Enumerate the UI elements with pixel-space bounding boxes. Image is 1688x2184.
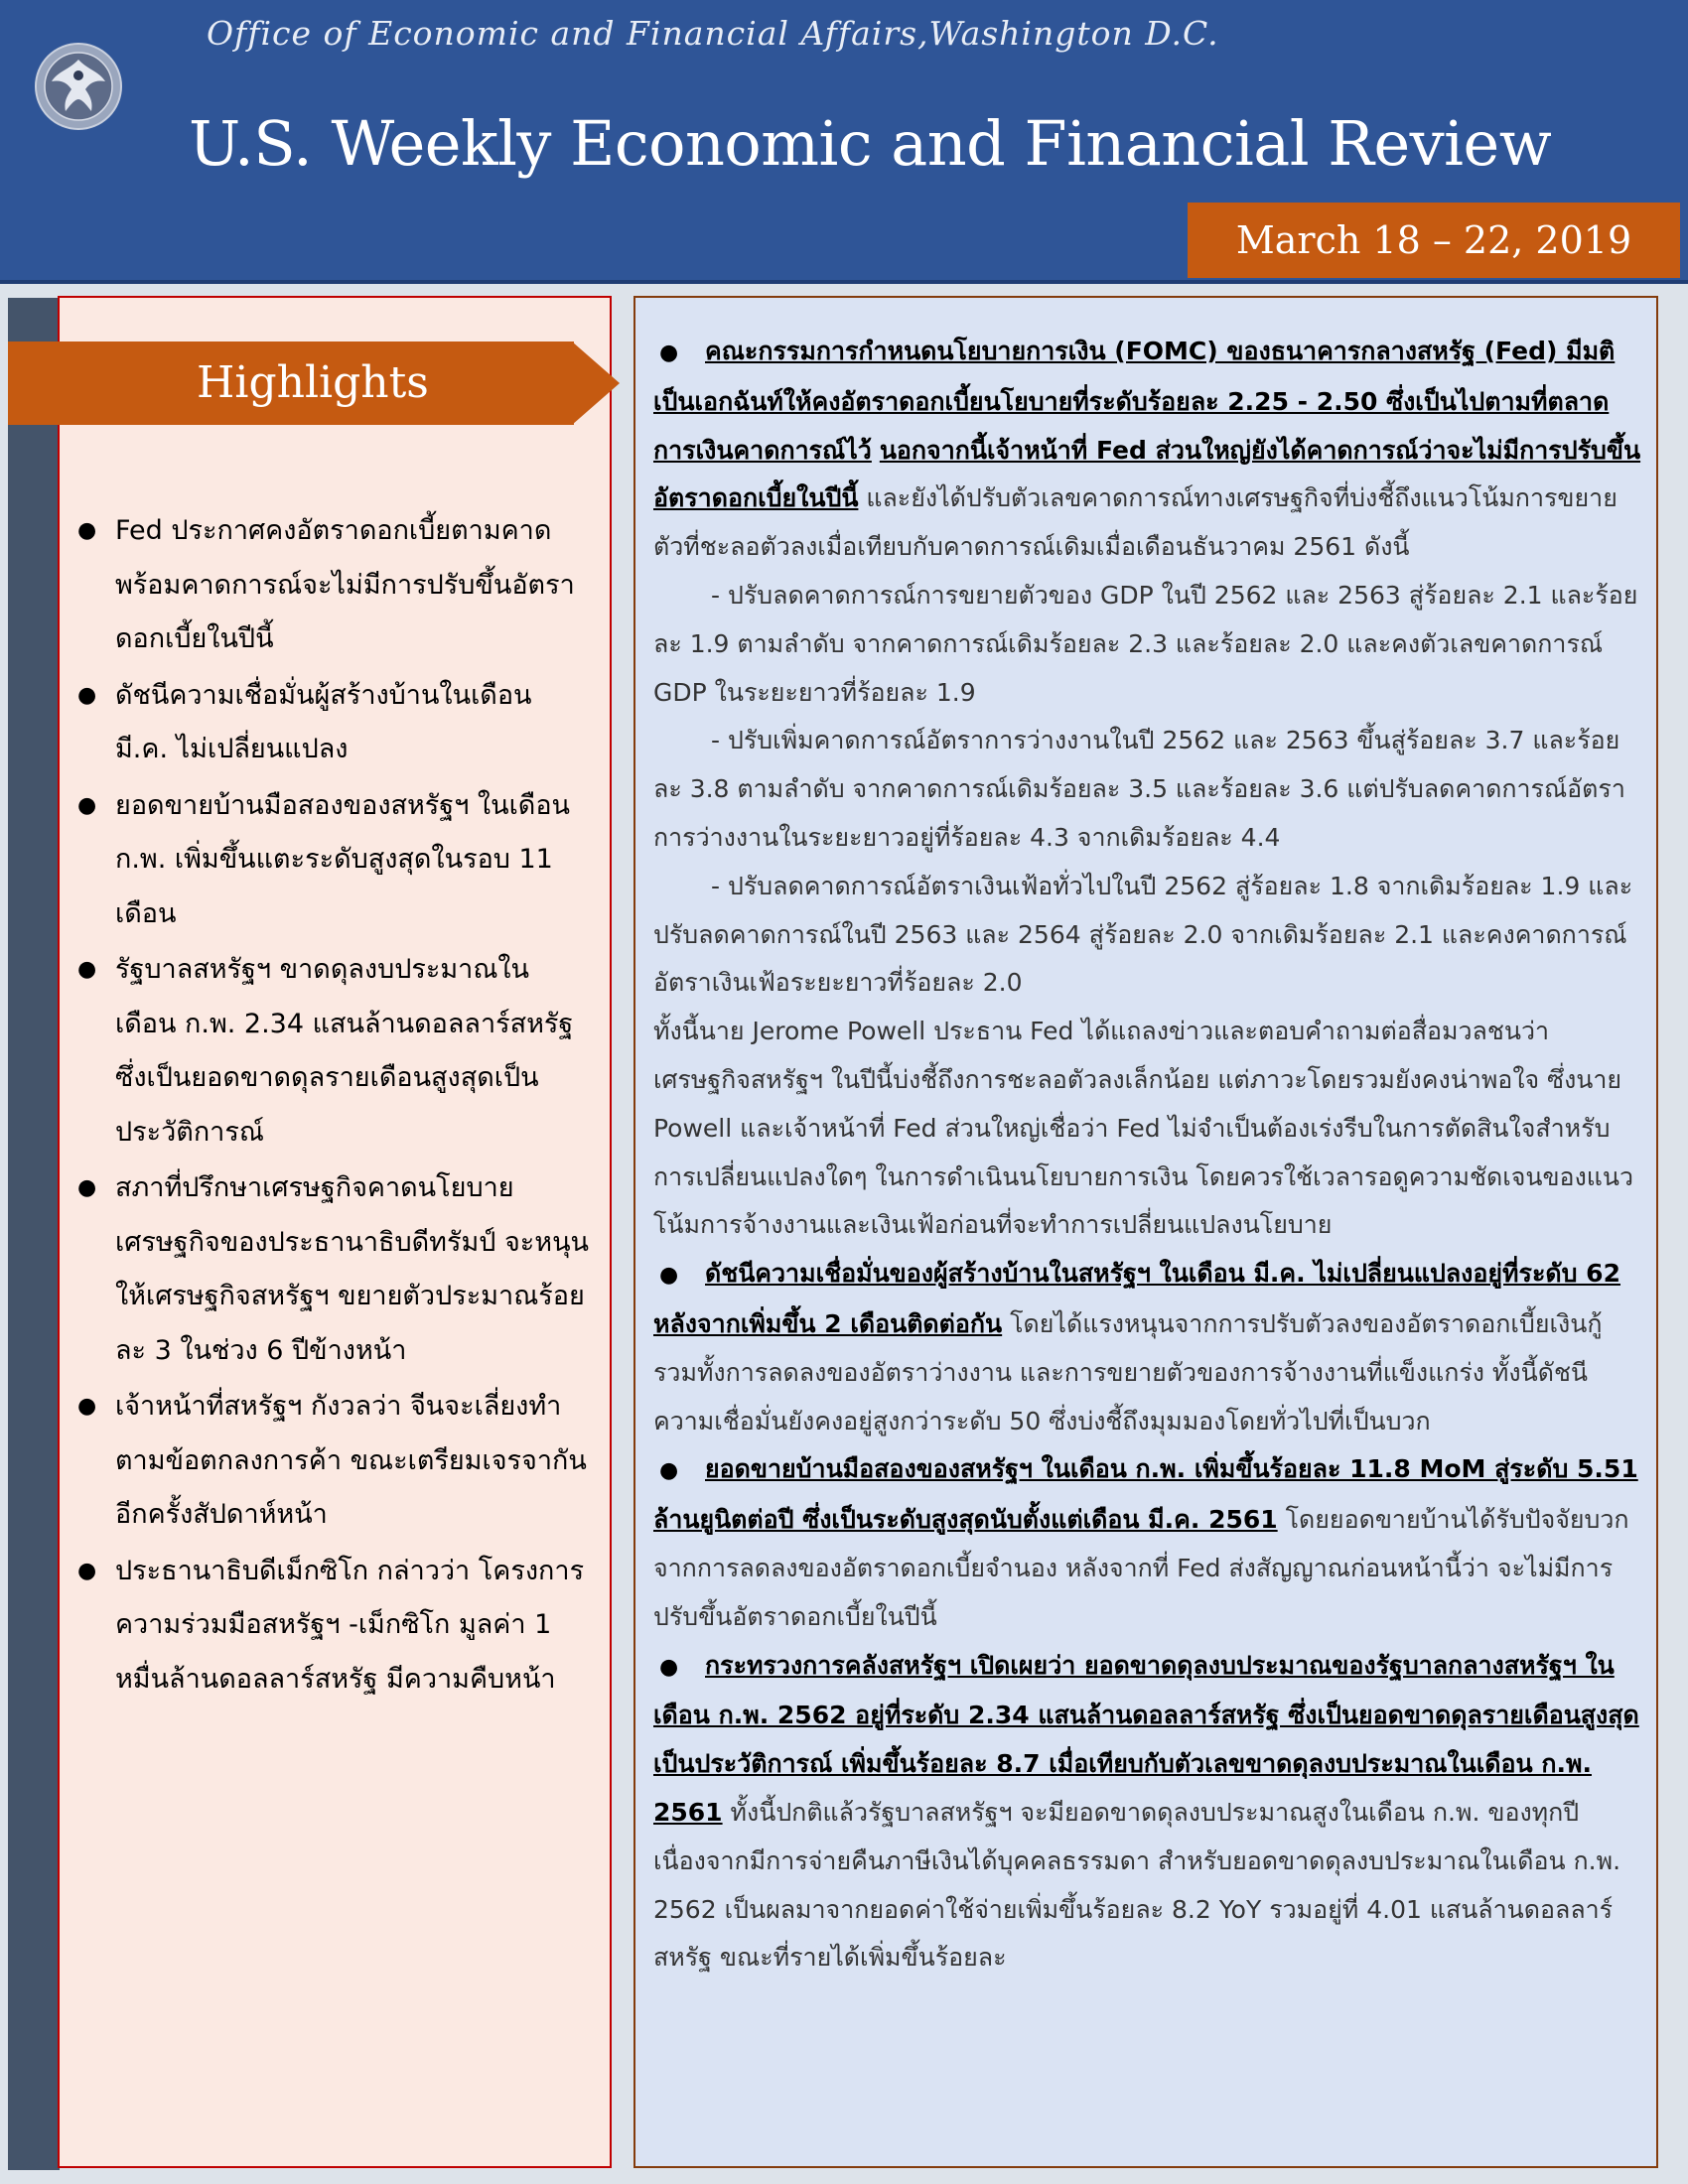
- treasury-paragraph: [653, 1642, 1644, 1983]
- seal-emblem-icon: [34, 42, 123, 131]
- highlight-item: ● ยอดขายบ้านมือสองของสหรัฐฯ ในเดือน ก.พ. เพิ่มขึ้นแตะระดับสูงสุดในรอบ 11 เดือน: [73, 779, 590, 942]
- article-body: [653, 328, 1644, 1982]
- bullet-icon: ●: [659, 341, 679, 365]
- sidebar-stripe: [8, 298, 60, 2170]
- existing-homes-lead: ยอดขายบ้านมือสองของสหรัฐฯ ในเดือน ก.พ. เพิ่มขึ้นร้อยละ 11.8 MoM สู่ระดับ 5.51 ล้านยูนิตต่อปี ซึ่งเป็นระดับสูงสุดนับตั้งแต่เดือน มี.ค. 2561: [653, 1454, 1638, 1535]
- highlight-item: ● Fed ประกาศคงอัตราดอกเบี้ยตามคาด พร้อมคาดการณ์จะไม่มีการปรับขึ้นอัตราดอกเบี้ยในปีนี้: [73, 504, 590, 667]
- highlights-title: Highlights: [197, 357, 429, 408]
- page-header: [0, 0, 1688, 284]
- existing-homes-paragraph: [653, 1445, 1644, 1641]
- fomc-paragraph: [653, 328, 1644, 572]
- treasury-text: ทั้งนี้ปกติแล้วรัฐบาลสหรัฐฯ จะมียอดขาดดุลงบประมาณสูงในเดือน ก.พ. ของทุกปี เนื่องจากมีการจ่ายคืนภาษีเงินได้บุคคลธรรมดา สำหรับยอดขาดดุลงบประมาณในเดือน ก.พ. 2562 เป็นผลมาจากยอดค่าใช้จ่ายเพิ่มขึ้นร้อยละ 8.2 YoY รวมอยู่ที่ 4.01 แสนล้านดอลลาร์สหรัฐ ขณะที่รายได้เพิ่มขึ้นร้อยละ: [653, 1797, 1621, 1973]
- highlight-item: ● รัฐบาลสหรัฐฯ ขาดดุลงบประมาณในเดือน ก.พ. 2.34 แสนล้านดอลลาร์สหรัฐ ซึ่งเป็นยอดขาดดุลรายเดือนสูงสุดเป็นประวัติการณ์: [73, 943, 590, 1160]
- report-title: U.S. Weekly Economic and Financial Review: [189, 107, 1552, 180]
- treasury-lead: กระทรวงการคลังสหรัฐฯ เปิดเผยว่า ยอดขาดดุลงบประมาณของรัฐบาลกลางสหรัฐฯ ในเดือน ก.พ. 2562 อยู่ที่ระดับ 2.34 แสนล้านดอลลาร์สหรัฐ ซึ่งเป็นยอดขาดดุลรายเดือนสูงสุดเป็นประวัติการณ์ เพิ่มขึ้นร้อยละ 8.7 เมื่อเทียบกับตัวเลขขาดดุลงบประมาณในเดือน ก.พ. 2561: [653, 1650, 1639, 1827]
- banner-arrow-icon: [572, 341, 620, 425]
- builder-paragraph: [653, 1250, 1644, 1445]
- fomc-lead-2: นอกจากนี้เจ้าหน้าที่ Fed ส่วนใหญ่ยังได้คาดการณ์ว่าจะไม่มีการปรับขึ้นอัตราดอกเบี้ยในปีนี้: [653, 435, 1641, 513]
- fomc-closing: ทั้งนี้นาย Jerome Powell ประธาน Fed ได้แถลงข่าวและตอบคำถามต่อสื่อมวลชนว่าเศรษฐกิจสหรัฐฯ ในปีนี้บ่งชี้ถึงการชะลอตัวลงเล็กน้อย แต่ภาวะโดยรวมยังคงน่าพอใจ ซึ่งนาย Powell และเจ้าหน้าที่ Fed ส่วนใหญ่เชื่อว่า Fed ไม่จำเป็นต้องเร่งรีบในการตัดสินใจสำหรับการเปลี่ยนแปลงใดๆ ในการดำเนินนโยบายการเงิน โดยควรใช้เวลารอดูความชัดเจนของแนวโน้มการจ้างงานและเงินเฟ้อก่อนที่จะทำการเปลี่ยนแปลงนโยบาย: [653, 1017, 1634, 1240]
- date-range-badge: March 18 – 22, 2019: [1188, 203, 1680, 278]
- highlight-item: ● ดัชนีความเชื่อมั่นผู้สร้างบ้านในเดือน มี.ค. ไม่เปลี่ยนแปลง: [73, 669, 590, 777]
- fomc-inflation-item: - ปรับลดคาดการณ์อัตราเงินเฟ้อทั่วไปในปี 2562 สู่ร้อยละ 1.8 จากเดิมร้อยละ 1.9 และปรับลดคาดการณ์ในปี 2563 และ 2564 สู่ร้อยละ 2.0 จากเดิมร้อยละ 2.1 และคงคาดการณ์อัตราเงินเฟ้อระยะยาวที่ร้อยละ 2.0: [653, 871, 1633, 998]
- builder-lead: ดัชนีความเชื่อมั่นของผู้สร้างบ้านในสหรัฐฯ ในเดือน มี.ค. ไม่เปลี่ยนแปลงอยู่ที่ระดับ 62 หลังจากเพิ่มขึ้น 2 เดือนติดต่อกัน: [653, 1259, 1620, 1338]
- bullet-icon: ●: [659, 1263, 679, 1289]
- highlight-item: ● เจ้าหน้าที่สหรัฐฯ กังวลว่า จีนจะเลี่ยงทำตามข้อตกลงการค้า ขณะเตรียมเจรจากันอีกครั้งสัปดาห์หน้า: [73, 1380, 590, 1543]
- content-panel: [633, 296, 1658, 2168]
- fomc-gdp-item: - ปรับลดคาดการณ์การขยายตัวของ GDP ในปี 2562 และ 2563 สู่ร้อยละ 2.1 และร้อยละ 1.9 ตามลำดับ จากคาดการณ์เดิมร้อยละ 2.3 และร้อยละ 2.0 และคงตัวเลขคาดการณ์ GDP ในระยะยาวที่ร้อยละ 1.9: [653, 580, 1638, 707]
- bullet-icon: ●: [659, 1458, 679, 1484]
- highlight-item: ● สภาที่ปรึกษาเศรษฐกิจคาดนโยบายเศรษฐกิจของประธานาธิบดีทรัมป์ จะหนุนให้เศรษฐกิจสหรัฐฯ ขยายตัวประมาณร้อยละ 3 ในช่วง 6 ปีข้างหน้า: [73, 1161, 590, 1378]
- builder-text: โดยได้แรงหนุนจากการปรับตัวลงของอัตราดอกเบี้ยเงินกู้ รวมทั้งการลดลงของอัตราว่างงาน และการขยายตัวของการจ้างงานที่แข็งแกร่ง ทั้งนี้ดัชนีความเชื่อมั่นยังคงอยู่สูงกว่าระดับ 50 ซึ่งบ่งชี้ถึงมุมมองโดยทั่วไปที่เป็นบวก: [653, 1308, 1603, 1435]
- highlights-list: [73, 504, 590, 1708]
- fomc-unemployment-item: - ปรับเพิ่มคาดการณ์อัตราการว่างงานในปี 2562 และ 2563 ขึ้นสู่ร้อยละ 3.7 และร้อยละ 3.8 ตามลำดับ จากคาดการณ์เดิมร้อยละ 3.5 และร้อยละ 3.6 แต่ปรับลดคาดการณ์อัตราการว่างงานในระยะยาวอยู่ที่ร้อยละ 4.3 จากเดิมร้อยละ 4.4: [653, 726, 1625, 852]
- bullet-icon: ●: [659, 1654, 679, 1680]
- fomc-text: และยังได้ปรับตัวเลขคาดการณ์ทางเศรษฐกิจที่บ่งชี้ถึงแนวโน้มการขยายตัวที่ชะลอตัวลงเมื่อเทียบกับคาดการณ์เดิมเมื่อเดือนธันวาคม 2561 ดังนี้: [653, 483, 1618, 562]
- highlight-item: ● ประธานาธิบดีเม็กซิโก กล่าวว่า โครงการความร่วมมือสหรัฐฯ -เม็กซิโก มูลค่า 1 หมื่นล้านดอลลาร์สหรัฐ มีความคืบหน้า: [73, 1545, 590, 1707]
- highlights-banner: [8, 341, 612, 425]
- office-name: Office of Economic and Financial Affairs,Washington D.C.: [207, 14, 1219, 53]
- existing-homes-text: โดยยอดขายบ้านได้รับปัจจัยบวกจากการลดลงของอัตราดอกเบี้ยจำนอง หลังจากที่ Fed ส่งสัญญาณก่อนหน้านี้ว่า จะไม่มีการปรับขึ้นอัตราดอกเบี้ยในปีนี้: [653, 1505, 1629, 1631]
- fomc-lead: คณะกรรมการกำหนดนโยบายการเงิน (FOMC) ของธนาคารกลางสหรัฐ (Fed) มีมติเป็นเอกฉันท์ให้คงอัตราดอกเบี้ยนโยบายที่ระดับร้อยละ 2.25 - 2.50 ซึ่งเป็นไปตามที่ตลาดการเงินคาดการณ์ไว้: [653, 337, 1616, 465]
